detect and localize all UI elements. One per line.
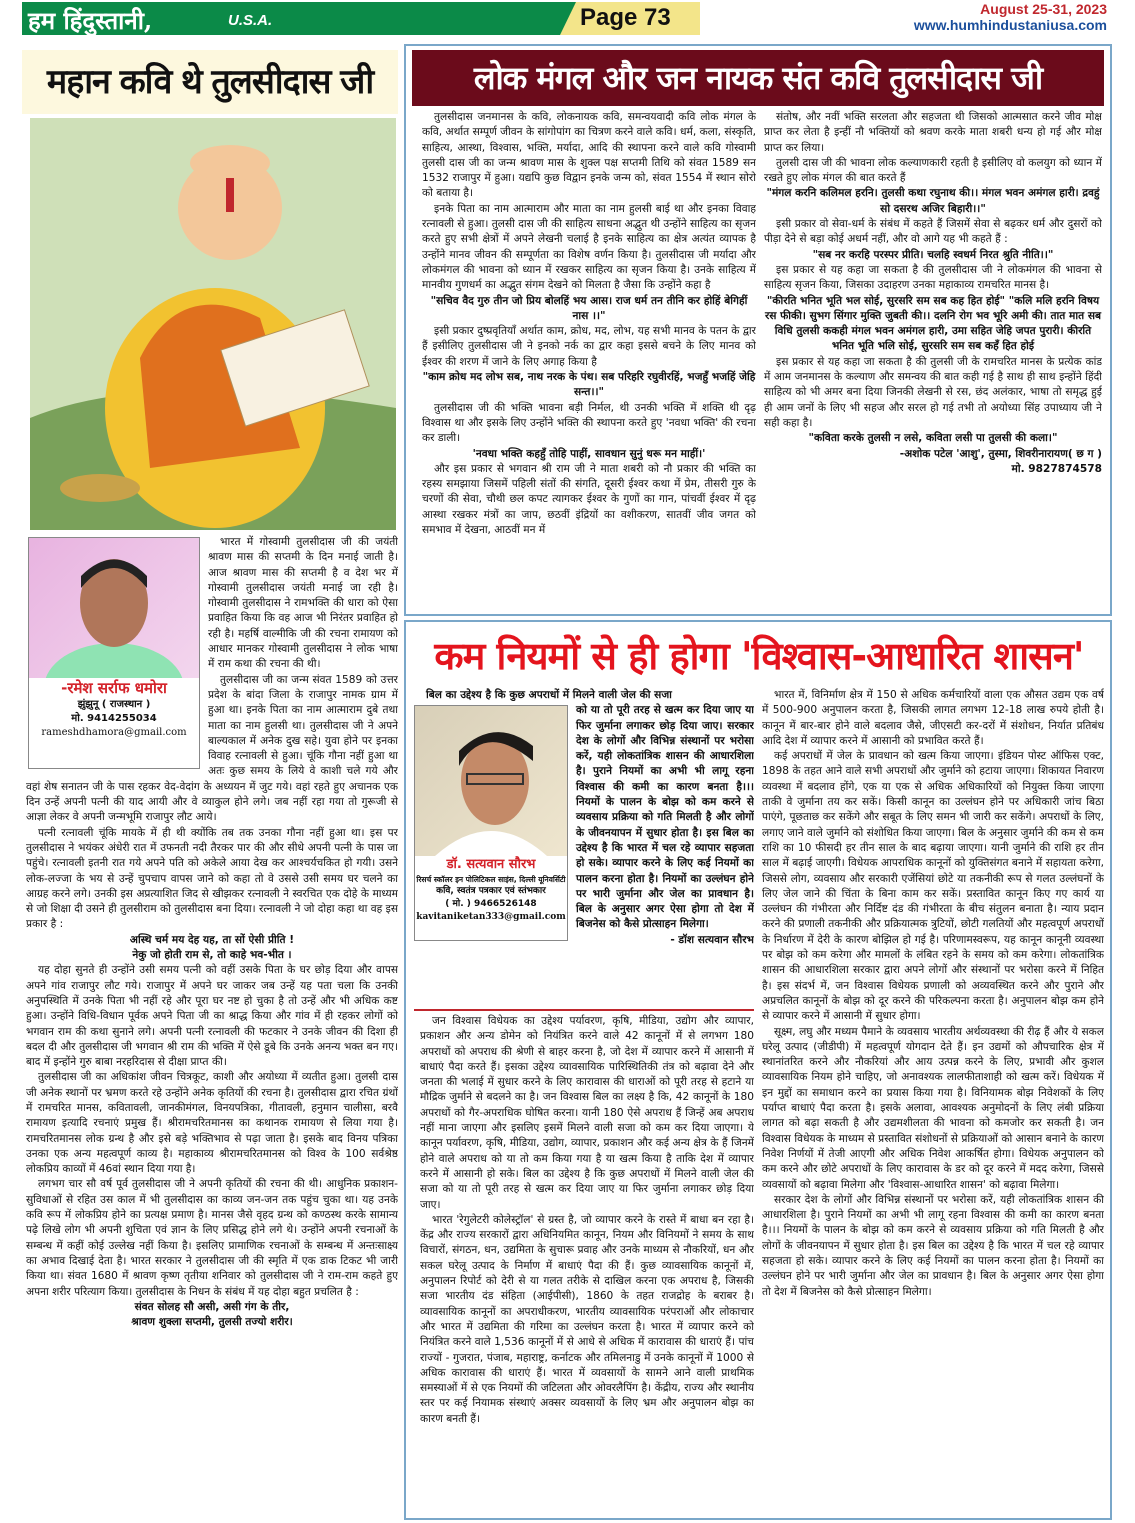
paragraph: पत्नी रत्नावली चूंकि मायके में ही थी क्योंकि तब तक उनका गौना नहीं हुआ था। इस पर तुलसीदास ने भयंकर अंधेरी रात में उफनती नदी तैरकर पार की और सीधे अपनी पत्नी के पास जा पहुंचे। रत्नावली इतनी रात गये अपने पति को अकेले आया देख कर आश्चर्यचकित हो गयी। उसने लोक-लज्जा के भय से उन्हें चुपचाप वापस जाने को कहा तो वे उससे उसी समय घर चलने का आग्रह करने लगे। उनकी इस अप्रत्याशित जिद से खीझकर रत्नावली ने स्वरचित एक दोहे के माध्यम से जो शिक्षा दी उसने ही तुलसीराम को तुलसीदास बना दिया। रत्नावली ने जो दोहा कहा था वह इस प्रकार है : — [26, 826, 398, 931]
author-phone: ( मो. ) 9466526148 — [445, 899, 537, 910]
author-place: झुंझुनू ( राजस्थान ) — [77, 699, 151, 710]
paragraph: तुलसीदास जनमानस के कवि, लोकनायक कवि, समन्वयवादी कवि लोक मंगल के कवि, अर्थात सम्पूर्ण जीवन के सांगोपांग का चित्रण करने वाले कवि। धर्म, कला, संस्कृति, साहित्य, आस्था, विश्वास, भक्ति, मर्यादा, आदि की स्थापना करने वाले कवि गोस्वामी तुलसी दास जी का जन्म श्रावण मास के शुक्ल पक्ष सप्तमी तिथि को संवत 1589 सन 1532 राजापुर में हुआ। यद्यपि कुछ विद्वान इनके जन्म को, संवत 1554 में स्थान सोरो को बताया है। — [422, 111, 756, 200]
paragraph: संतोष, और नवीं भक्ति सरलता और सहजता थी जिसको आत्मसात करने जीव मोक्ष प्राप्त कर लेता है इन्हीं नौ भक्तियों को श्रवण करके माता शबरी धन्य हो गई और मोक्ष प्राप्त कर लिया। — [764, 111, 1102, 154]
verse-quote: "सब नर करहि परस्पर प्रीति। चलहि स्वधर्म निरत श्रुति नीति।।" — [812, 248, 1054, 261]
verse-quote: "मंगल करनि कलिमल हरनि। तुलसी कथा रघुनाथ की।। मंगल भवन अमंगल हारी। द्रवहुं सो दसरथ अजिर बिहारी।।" — [766, 187, 1100, 215]
paragraph: तुलसीदास जी का अधिकांश जीवन चित्रकूट, काशी और अयोध्या में व्यतीत हुआ। तुलसी दास जी अनेक स्थानों पर भ्रमण करते रहे उन्होंने अनेक कृतियों की रचना है। तुलसीदास द्वारा रचित ग्रंथों में रामचरित मानस, कवितावली, जानकीमंगल, विनयपत्रिका, गीतावली, हनुमान चालीसा, बरवै रामायण इत्यादि रचनाएं प्रमुख हैं। श्रीरामचरितमानस का कथानक रामायण से लिया गया है। रामचरितमानस लोक ग्रन्थ है और इसे बड़े भक्तिभाव से पढ़ा जाता है। इसके बाद विनय पत्रिका उनका एक अन्य महत्वपूर्ण काव्य है। महाकाव्य श्रीरामचरितमानस को विश्व के 100 सर्वश्रेष्ठ लोकप्रिय काव्यों में 46वां स्थान दिया गया है। — [26, 1071, 398, 1176]
paragraph: जन विश्वास विधेयक का उद्देश्य पर्यावरण, कृषि, मीडिया, उद्योग और व्यापार, प्रकाशन और अन्य डोमेन को नियंत्रित करने वाले 42 कानूनों में से लगभग 180 अपराधों को अपराध की श्रेणी से बाहर करना है, जो देश में व्यापार करने में आसानी में बाधाएं पैदा करते हैं। इसका उद्देश्य व्यावसायिक पारिस्थितिकी तंत्र को बढ़ावा देने और जनता की भलाई में सुधार करने के लिए कारावास की धाराओं को पूरी तरह से हटाने या मौद्रिक जुर्माने से बदलने का है। जन विश्वास बिल का लक्ष्य है कि, 42 कानूनों के 180 अपराधों को गैर-अपराधिक घोषित करना। यानी 180 ऐसे अपराध हैं जिन्हें अब अपराध नहीं माना जाएगा और इसलिए इसमें मिलने वाली सजा को कम कर दिया जाएगा। ये कानून पर्यावरण, कृषि, मीडिया, उद्योग, व्यापार, प्रकाशन और कई अन्य क्षेत्र के हैं जिनमें होने वाले अपराध को या तो कम किया गया है या खत्म किया है ताकि देश में व्यापार करने में आसानी हो सके। बिल का उद्देश्य है कि कुछ अपराधों में मिलने वाली जेल की सजा को या तो पूरी तरह से खत्म कर दिया जाए या फिर जुर्माना लगाकर छोड़ दिया जाए। — [420, 1015, 754, 1211]
bottom-article-column-2 — [762, 688, 1104, 1516]
intro-paragraph: भारत में गोस्वामी तुलसीदास जी की जयंती श्रावण मास की सप्तमी के दिन मनाई जाती है। आज श्रावण मास की सप्तमी है व देश भर में गोस्वामी तुलसीदास जयंती मनाई जा रही है। गोस्वामी तुलसीदास ने रामभक्ति की धारा को ऐसा प्रवाहित किया कि वह आज भी निरंतर प्रवाहित हो रही है। महर्षि वाल्मीकि जी की रचना रामायण को आधार मानकर गोस्वामी तुलसीदास ने लोक भाषा में राम कथा की रचना की थी। — [208, 536, 398, 671]
paragraph: इनके पिता का नाम आत्माराम और माता का नाम हुलसी बाई था और इनका विवाह रत्नावली से हुआ। तुलसी दास जी की साहित्य साधना अद्भुत थी उन्होंने साहित्य का सृजन करते हुए सभी क्षेत्रों में अपने लेखनी चलाई है इनके साहित्य का क्षेत्र अत्यंत व्यापक है उन्होंने मानव जीवन की सम्पूर्णता का विशेष वर्णन किया है। तुलसीदास जी मर्यादा और लोकमंगल की भावना को ध्यान में रखकर साहित्य का सृजन किया है। उनके साहित्य में मानवीय गुणधर्म का अद्भुत संगम देखने को मिलता है जैसा कि उन्होंने कहा है — [422, 202, 756, 292]
author-phone: मो. 9414255034 — [71, 713, 157, 724]
paragraph: कई अपराधों में जेल के प्रावधान को खत्म किया जाएगा। इंडियन पोस्ट ऑफिस एक्ट, 1898 के तहत आने वाले सभी अपराधों और जुर्माने को हटाया जाएगा। शिकायत निवारण व्यवस्था में बदलाव होंगे, एक या एक से अधिक अधिकारियों को नियुक्त किया जाएगा ताकी वे जुर्माना तय कर सकें। किसी कानून का उल्लंघन होने पर अधिकारी जांच बिठा पाएंगे, पूछताछ कर सकेंगे और सबूत के लिए समन भी जारी कर सकेंगे। अपराधों के लिए, लगाए जाने वाले जुर्माने को संशोधित किया जाएगा। बिल के अनुसार जुर्माने की कम से कम राशि का 10 फीसदी हर तीन साल के बाद बढ़ाया जाएगा। यानी जुर्माने की राशि हर तीन साल में बढ़ाई जाएगी। विधेयक आपराधिक कानूनों को युक्तिसंगत बनाने में सहायता करेगा, जिससे लोग, व्यवसाय और सरकारी एजेंसियां छोटे या तकनीकी रूप से गलत उल्लंघनों के लिए जेल जाने की चिंता के बिना काम कर सकें। प्रस्तावित कानून किए गए कार्य या उल्लंघन की गंभीरता और निर्दिष्ट दंड की गंभीरता के बीच संतुलन बनाता है। न्याय प्रदान करने की प्रणाली तकनीकी और प्रक्रियात्मक त्रुटियों, छोटी गलतियों और महत्वपूर्ण अपराधों के निर्धारण में देरी के कारण बोझिल हो गई है। परिणामस्वरूप, यह कानून कानूनी व्यवस्था पर बोझ को कम करेगा और मामलों के लंबित रहने के समय को कम करेगा। लोकतांत्रिक शासन की आधारशिला सरकार द्वारा अपने लोगों और संस्थानों पर भरोसा करने में निहित है। इस संदर्भ में, जन विश्वास विधेयक प्रणाली को अव्यवस्थित करने और पुराने और अप्रचलित कानूनों के बोझ को दूर करने की परिकल्पना करता है। अनुपालन बोझ कम होने से व्यापार करने में आसानी में सुधार होगा। — [762, 750, 1104, 1023]
website-link[interactable]: www.humhindustaniusa.com — [913, 17, 1107, 33]
issue-date: August 25-31, 2023 — [980, 1, 1107, 17]
verse-quote: "काम क्रोध मद लोभ सब, नाथ नरक के पंथ। सब परिहरि रघुवीरहिं, भजहुँ भजहिं जेहि सन्त।।" — [422, 371, 756, 399]
page-number: Page 73 — [580, 4, 671, 31]
paper-suffix: U.S.A. — [228, 12, 273, 29]
paragraph: और इस प्रकार से भगवान श्री राम जी ने माता शबरी को नौ प्रकार की भक्ति का रहस्य समझाया जिसमें पहिली संतों की संगति, दूसरी ईश्वर कथा में प्रेम, तीसरी गुरु के चरणों की सेवा, चौथी छल कपट त्यागकर ईश्वर के गुणों का गान, पांचवीं ईश्वर में दृढ़ आस्था रखकर मंत्रों का जाप, छठवीं इंद्रियों का वशीकरण, सातवीं जीव जगत को समभाव में देखना, आठवीं मन में — [422, 462, 756, 537]
top-article — [404, 44, 1112, 616]
divider — [414, 1009, 754, 1011]
verse-quote: "सचिव वैद गुरु तीन जो प्रिय बोलहिं भय आस। राज धर्म तन तीनि कर होहिं बेगिहीं नास ।।" — [430, 294, 748, 322]
paragraph: इसी प्रकार दुष्प्रवृतियाँ अर्थात काम, क्रोध, मद, लोभ, यह सभी मानव के पतन के द्वार हैं इसीलिए तुलसीदास जी ने इनको नर्क का द्वार कहा इससे बचने के लिए मानव को ईश्वर की शरण में जाने के लिए अगाह किया है — [422, 325, 756, 368]
paragraph: तुलसीदास जी का जन्म संवत 1589 को उत्तर प्रदेश के बांदा जिला के राजापुर नामक ग्राम में हुआ था। इनके पिता का नाम आत्माराम दुबे तथा माता का नाम हुलसी था। तुलसीदास जी ने अपने बाल्यकाल में अनेक दुख सहे। युवा होने पर इनका विवाह रत्नावली से हुआ। चूंकि गौना नहीं हुआ था अतः कुछ समय के लिये वे काशी चले गये और वहां शेष सनातन जी के पास रहकर वेद-वेदांग के अध्ययन में जुट गये। वहां रहते हुए अचानक एक दिन उन्हें अपनी पत्नी की याद आयी और वे व्याकुल होने लगे। जब नहीं रहा गया तो गुरूजी से आज्ञा लेकर वे अपनी जन्मभूमि राजापुर लौट आये। — [26, 673, 398, 824]
paragraph: तुलसी दास जी की भावना लोक कल्याणकारी रहती है इसीलिए वो कलयुग को ध्यान में रखते हुए लोक मंगल की बात करते हैं — [764, 156, 1102, 185]
byline: -अशोक पटेल 'आशु', तुस्मा, शिवरीनारायण( छ ग ) — [899, 447, 1102, 460]
couplet-line: श्रावण शुक्ला सप्तमी, तुलसी तज्यो शरीर। — [131, 1316, 293, 1329]
author-photo — [29, 538, 199, 678]
paragraph: तुलसीदास जी की भक्ति भावना बड़ी निर्मल, थी उनकी भक्ति में शक्ति थी दृढ़ विश्वास था और इसके लिए उन्होंने भक्ति की स्थापना करते हुए 'नवधा भक्ति' की रचना कर डाली। — [422, 401, 756, 445]
paragraph: लगभग चार सौ वर्ष पूर्व तुलसीदास जी ने अपनी कृतियों की रचना की थी। आधुनिक प्रकाशन-सुविधाओं से रहित उस काल में भी तुलसीदास का काव्य जन-जन तक पहुंच चुका था। यह उनके कवि रूप में लोकप्रिय होने का प्रत्यक्ष प्रमाण है। मानस जैसे वृहद ग्रन्थ को कण्ठस्थ करके सामान्य पढ़े लिखे लोग भी अपनी शुचिता एवं ज्ञान के लिए प्रसिद्ध होने लगे थे। उन्होंने अपनी रचनाओं के सम्बन्ध में कहीं कोई उल्लेख नहीं किया है। इसलिए प्रामाणिक रचनाओं के सम्बन्ध में अन्तःसाक्ष्य का अभाव दिखाई देता है। भारत सरकार ने तुलसीदास जी की स्मृति में एक डाक टिकट भी जारी किया था। संवत 1680 में श्रावण कृष्ण तृतीया शनिवार को तुलसीदास जी ने राम-राम कहते हुए अपना शरीर परित्याग किया। तुलसीदास के निधन के संबंध में यह दोहा बहुत प्रचलित है : — [26, 1178, 398, 1298]
paragraph: इसी प्रकार वो सेवा-धर्म के संबंध में कहते हैं जिसमें सेवा से बढ़कर धर्म और दुसरों को पीड़ा देने से बड़ा कोई अधर्म नहीं, और वो आगे यह भी कहते हैं : — [764, 218, 1102, 246]
paragraph: सूक्ष्म, लघु और मध्यम पैमाने के व्यवसाय भारतीय अर्थव्यवस्था की रीढ़ हैं और ये सकल घरेलू उत्पाद (जीडीपी) में महत्वपूर्ण योगदान देते हैं। इन उद्यमों को औपचारिक क्षेत्र में स्थानांतरित करने और नौकरियां और आय उत्पन्न करने के लिए, प्रभावी और कुशल व्यावसायिक नियम होने चाहिए, जो अनावश्यक लालफीताशाही को खत्म करें। विधेयक में इन मुद्दों का समाधान करने का प्रयास किया गया है। विनियामक बोझ निवेशकों के लिए पर्याप्त बाधाएं पैदा करता है। इसके अलावा, आवश्यक अनुमोदनों के लिए लंबी प्रक्रिया लागत को बढ़ा सकती है और उद्यमशीलता की भावना को कमजोर कर सकती है। जन विश्वास विधेयक के माध्यम से प्रस्तावित संशोधनों से प्रक्रियाओं को आसान बनाने के कारण निवेश निर्णयों में तेजी आएगी और अधिक निवेश आकर्षित होगा। विधेयक अनुपालन को कम करने और छोटे अपराधों के लिए कारावास के डर को दूर करने में मदद करेगा, जिससे व्यवसायों को बढ़ावा मिलेगा और 'विश्वास-आधारित शासन' को बढ़ावा मिलेगा। — [762, 1025, 1104, 1191]
intro-byline: - डॉश सत्यवान सौरभ — [670, 933, 754, 946]
left-article-body — [26, 535, 398, 1520]
top-article-column-2 — [764, 110, 1102, 610]
author-name: -रमेश सर्राफ धमोरा — [61, 679, 167, 697]
verse-quote: 'नवधा भक्ति कहहुँ तोहि पाहीं, सावधान सुनुं धरू मन माहीं।' — [472, 447, 706, 460]
author-name: डॉ. सत्यवान सौरभ — [446, 857, 536, 873]
byline-phone: मो. 9827874578 — [1011, 462, 1102, 475]
bottom-article-headline: कम नियमों से ही होगा 'विश्वास-आधारित शासन' — [434, 634, 1084, 678]
intro-text: को या तो पूरी तरह से खत्म कर दिया जाए या फिर जुर्माना लगाकर छोड़ दिया जाए। सरकार देश के लोगों और विभिन्न संस्थानों पर भरोसा करें, यही लोकतांत्रिक शासन की आधारशिला है। पुराने नियमों का अभी भी लागू रहना विश्वास की कमी का कारण बनता है।।। नियमों के पालन के बोझ को कम करने से व्यवसाय प्रक्रिया को गति मिलती है और लोगों के जीवनयापन में सुधार होता है। इस बिल का उद्देश्य है कि भारत में चल रहे व्यापार सहजता हो सके। व्यापार करने के लिए कई नियमों का पालन करना होता है। नियमों का उल्लंघन होने पर भारी जुर्माना और जेल का प्रावधान है। बिल के अनुसार अगर ऐसा होगा तो देश में बिजनेस को कैसे प्रोत्साहन मिलेगा। — [576, 704, 754, 931]
author-email: rameshdhamora@gmail.com — [41, 727, 187, 738]
bottom-article-column-1 — [420, 1014, 754, 1514]
author-email: kavitaniketan333@gmail.com — [416, 912, 566, 923]
verse-quote: "कीरति भनित भूति भल सोई, सुरसरि सम सब कह हित होई" "कलि मलि हरनि विषय रस फीकी। सुभग सिंगार मुक्ति जुबती की।। दलनि रोग भव भूरि अमी की। तात मात सब विधि तुलसी ककही मंगल भवन अमंगल हारी, उमा सहित जेहि जपत पुरारी। कीरति भनित भूति भलि सोई, सुरसरि सम सब कहँ हित होई — [764, 294, 1102, 353]
top-article-headline: लोक मंगल और जन नायक संत कवि तुलसीदास जी — [412, 50, 1104, 106]
author-title: रिसर्च स्कॉलर इन पोलिटिकल साइंस, दिल्ली यूनिवर्सिटी — [416, 875, 566, 885]
couplet-line: नेकु जो होती राम से, तो काहे भव-भीत । — [132, 949, 292, 962]
bottom-article-intro — [414, 688, 754, 1006]
paragraph: भारत में, विनिर्माण क्षेत्र में 150 से अधिक कर्मचारियों वाला एक औसत उद्यम एक वर्ष में 500-900 अनुपालन करता है, जिसकी लागत लगभग 12-18 लाख रुपये होती है। कानून में बार-बार होने वाले बदलाव जैसे, जीएसटी कर-दरों में संशोधन, निर्यात प्रतिबंध आदि देश में व्यापार करने में आसानी को प्रभावित करते हैं। — [762, 689, 1104, 747]
paragraph: इस प्रकार से यह कहा जा सकता है की तुलसीदास जी ने लोकमंगल की भावना से साहित्य सृजन किया, जिसका उदाहरण उनका महाकाव्य रामचरित मानस है। — [764, 263, 1102, 292]
paper-name: हम हिंदुस्तानी, — [28, 6, 153, 35]
paragraph: भारत 'रेगुलेटरी कोलेस्ट्रॉल' से ग्रस्त है, जो व्यापार करने के रास्ते में बाधा बन रहा है। केंद्र और राज्य सरकारों द्वारा अधिनियमित कानून, नियम और विनियमों ने समय के साथ विचारों, संगठन, धन, उद्यमिता के सुचारू प्रवाह और उनके माध्यम से नौकरियों, धन और सकल घरेलू उत्पाद के निर्माण में बाधाएं पैदा की हैं। कुछ व्यावसायिक कानूनों में, अनुपालन रिपोर्ट को देरी से या गलत तरीके से दाखिल करना एक अपराध है, जिसकी सजा भारतीय दंड संहिता (आईपीसी), 1860 के तहत राजद्रोह के बराबर है। व्यावसायिक कानूनों का अपराधीकरण, भारतीय व्यावसायिक परंपराओं और लोकाचार और भारत में उद्यमिता की गरिमा का उल्लंघन करता है। भारत में व्यापार करने को नियंत्रित करने वाले 1,536 कानूनों में से आधे से अधिक में कारावास की धाराएं हैं। पांच राज्यों - गुजरात, पंजाब, महाराष्ट्र, कर्नाटक और तमिलनाडु में उनके कानूनों में 1000 से अधिक कारावास की धाराएं हैं। भारत में व्यवसायों के सामने आने वाली प्राथमिक समस्याओं में से एक नियमों की जटिलता और ओवरलैपिंग है। केंद्रीय, राज्य और स्थानीय स्तर पर कई नियामक संस्थाएं अक्सर व्यवसायों के लिए भ्रम और अनुपालन बोझ का कारण बनती हैं। — [420, 1213, 754, 1425]
tulsidas-illustration-icon — [30, 118, 396, 530]
top-article-column-1 — [422, 110, 756, 610]
bottom-article — [404, 620, 1112, 1520]
paragraph: सरकार देश के लोगों और विभिन्न संस्थानों पर भरोसा करें, यही लोकतांत्रिक शासन की आधारशिला है। पुराने नियमों का अभी भी लागू रहना विश्वास की कमी का कारण बनता है।।। नियमों के पालन के बोझ को कम करने से व्यवसाय प्रक्रिया को गति मिलती है और लोगों के जीवनयापन में सुधार होता है। इस बिल का उद्देश्य है कि भारत में चल रहे व्यापार सहजता हो सके। व्यापार करने के लिए कई नियमों का पालन करना होता है। नियमों का उल्लंघन होने पर भारी जुर्माना और जेल का प्रावधान है। बिल के अनुसार अगर ऐसा होगा तो देश में बिजनेस को कैसे प्रोत्साहन मिलेगा। — [762, 1193, 1104, 1298]
couplet-line: संवत सोलह सौ असी, असी गंग के तीर, — [134, 1300, 290, 1313]
author-role: कवि, स्वतंत्र पत्रकार एवं स्तंभकार — [436, 886, 546, 897]
paragraph: इस प्रकार से यह कहा जा सकता है की तुलसी जी के रामचरित मानस के प्रत्येक कांड में आम जनमानस के कल्याण और समन्वय की बात कही गई है साथ ही साथ इन्होंने हिंदी साहित्य को भी अमर बना दिया जिनकी लेखनी से रस, छंद अलंकार, भाषा तो समृद्ध हुई ही आम जनों के लिए भी सहज और सरल हो गई तभी तो अयोध्या सिंह उपाध्याय जी ने सही कहा है। — [764, 355, 1102, 429]
couplet-line: अस्थि चर्म मय देह यह, ता सों ऐसी प्रीति ! — [129, 933, 295, 946]
author-photo — [415, 706, 567, 856]
left-article-headline: महान कवि थे तुलसीदास जी — [22, 50, 398, 114]
paragraph: यह दोहा सुनते ही उन्होंने उसी समय पत्नी को वहीं उसके पिता के घर छोड़ दिया और वापस अपने गांव राजापुर लौट गये। राजापुर में अपने घर जाकर जब उन्हें यह पता चला कि उनकी अनुपस्थिति में उनके पिता भी नहीं रहे और पूरा घर नष्ट हो चुका है तो उन्हें और भी अधिक कष्ट हुआ। उन्होंने विधि-विधान पूर्वक अपने पिता जी का श्राद्ध किया और गांव में ही रहकर लोगों को भगवान राम की कथा सुनाने लगे। अपनी पत्नी रत्नावली की फटकार ने उनके जीवन की दिशा ही बदल दी और तुलसीदास जी भगवान श्री राम की भक्ति में ऐसे डूबे कि उनके अनन्य भक्त बन गए। बाद में इन्होंने गुरु बाबा नरहरिदास से दीक्षा प्राप्त की। — [26, 964, 398, 1069]
verse-quote: "कविता करके तुलसी न लसे, कविता लसी पा तुलसी की कला।" — [808, 432, 1058, 445]
author-box — [414, 705, 568, 941]
intro-lead: बिल का उद्देश्य है कि कुछ अपराधों में मिलने वाली जेल की सजा — [426, 689, 672, 701]
author-box — [28, 537, 200, 769]
